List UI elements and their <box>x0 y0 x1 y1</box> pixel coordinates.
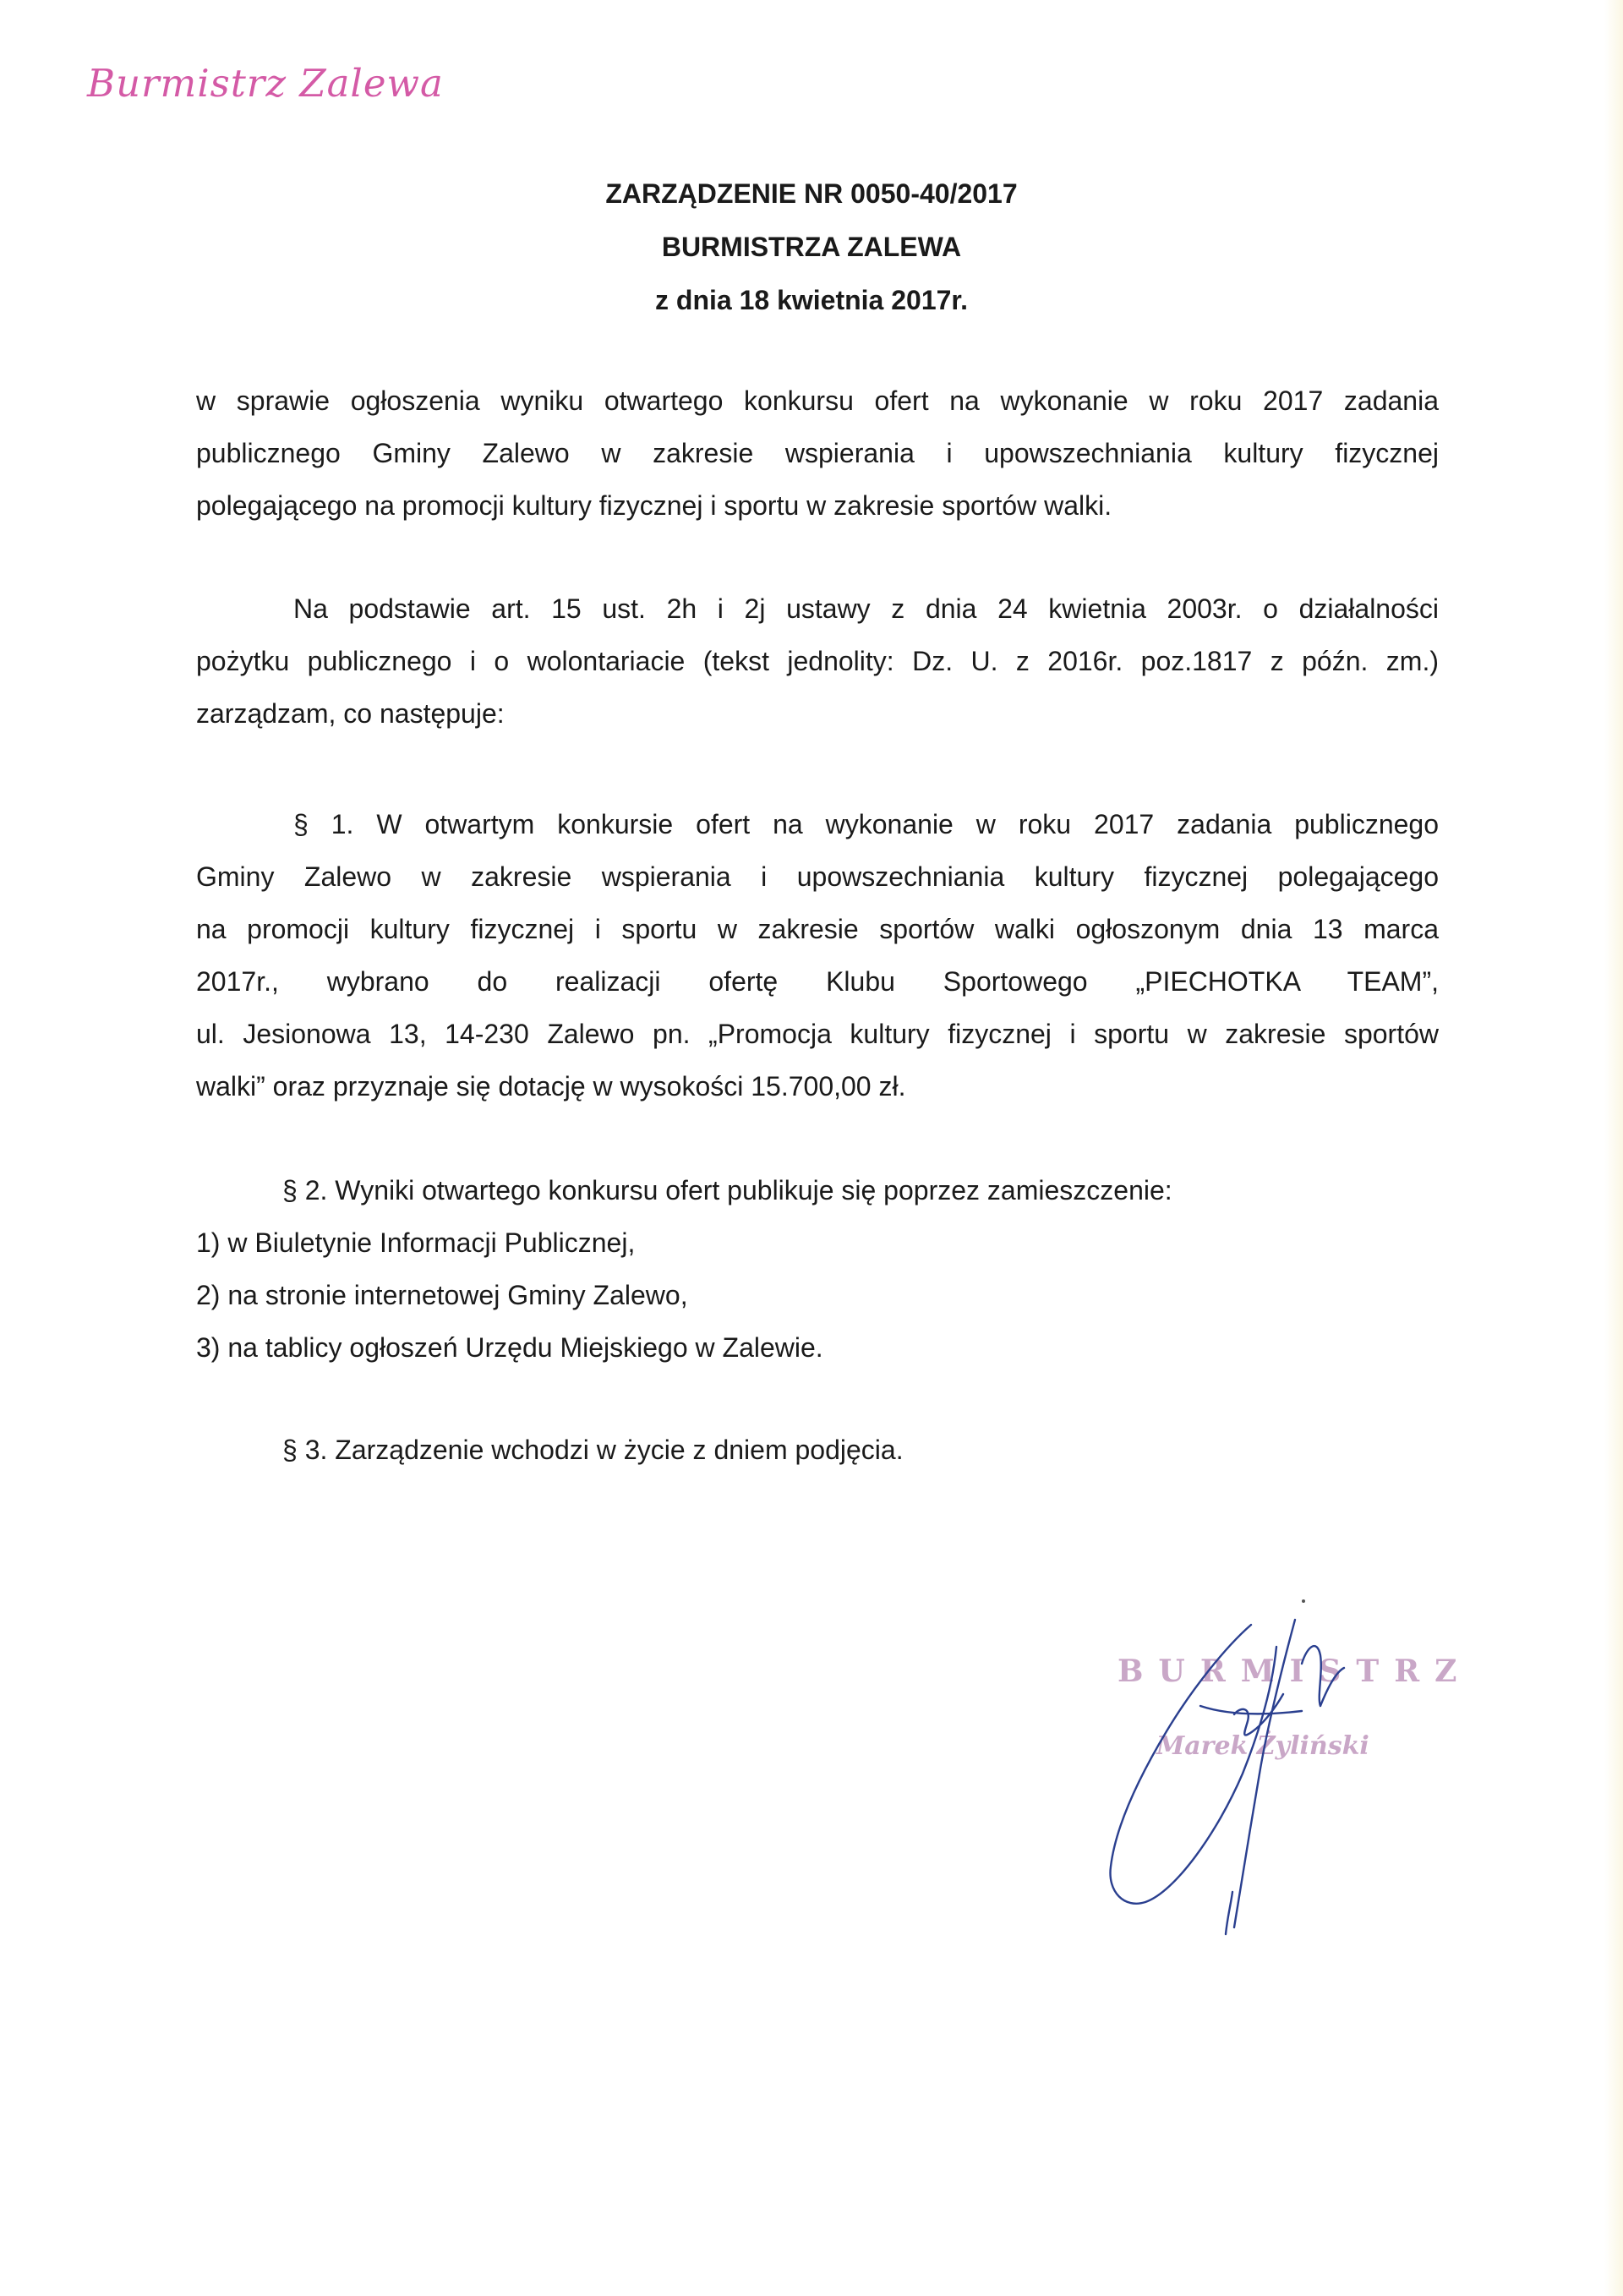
ink-dot <box>1302 1599 1305 1603</box>
subject-line: w sprawie ogłoszenia wyniku otwartego konkursu ofert na wykonanie w roku 2017 zadania <box>196 385 1439 416</box>
section-2-item: 3) na tablicy ogłoszeń Urzędu Miejskiego w Zalewie. <box>196 1332 823 1363</box>
section-1-line: § 1. W otwartym konkursie ofert na wykonanie w roku 2017 zadania publicznego <box>293 809 1439 839</box>
letterhead: Burmistrz Zalewa <box>87 61 444 106</box>
section-1-line: na promocji kultury fizycznej i sportu w zakresie sportów walki ogłoszonym dnia 13 marca <box>196 914 1439 944</box>
section-2-intro: § 2. Wyniki otwartego konkursu ofert publikuje się poprzez zamieszczenie: <box>282 1175 1172 1205</box>
basis-line: Na podstawie art. 15 ust. 2h i 2j ustawy z dnia 24 kwietnia 2003r. o działalności <box>293 593 1439 624</box>
section-2-item: 2) na stronie internetowej Gminy Zalewo, <box>196 1280 688 1310</box>
legal-basis-paragraph <box>196 582 1439 740</box>
section-2-paragraph <box>196 1164 1439 1374</box>
heading-date: z dnia 18 kwietnia 2017r. <box>655 285 968 315</box>
document-heading <box>0 167 1623 327</box>
section-3-line: § 3. Zarządzenie wchodzi w życie z dniem podjęcia. <box>282 1435 904 1465</box>
subject-paragraph <box>196 374 1439 532</box>
section-1-line: ul. Jesionowa 13, 14-230 Zalewo pn. „Promocja kultury fizycznej i sportu w zakresie sportów <box>196 1019 1439 1049</box>
section-3-paragraph <box>196 1424 1439 1476</box>
official-stamp <box>1099 1613 1488 1951</box>
basis-line: zarządzam, co następuje: <box>196 698 505 729</box>
section-1-line: walki” oraz przyznaje się dotację w wysokości 15.700,00 zł. <box>196 1071 906 1102</box>
subject-line: publicznego Gminy Zalewo w zakresie wspierania i upowszechniania kultury fizycznej <box>196 438 1439 468</box>
section-2-item: 1) w Biuletynie Informacji Publicznej, <box>196 1227 636 1258</box>
basis-line: pożytku publicznego i o wolontariacie (tekst jednolity: Dz. U. z 2016r. poz.1817 z późn. zm.) <box>196 646 1439 676</box>
section-1-paragraph <box>196 798 1439 1112</box>
stamp-name: Marek Żyliński <box>1156 1731 1369 1761</box>
subject-line: polegającego na promocji kultury fizycznej i sportu w zakresie sportów walki. <box>196 490 1112 521</box>
heading-title: ZARZĄDZENIE NR 0050-40/2017 <box>605 178 1018 209</box>
section-1-line: Gminy Zalewo w zakresie wspierania i upowszechniania kultury fizycznej polegającego <box>196 861 1439 892</box>
stamp-title: BURMISTRZ <box>1118 1654 1473 1689</box>
section-1-line: 2017r., wybrano do realizacji ofertę Klubu Sportowego „PIECHOTKA TEAM”, <box>196 966 1439 997</box>
signature-drawing <box>1099 1613 1488 1951</box>
heading-issuer: BURMISTRZA ZALEWA <box>661 232 962 262</box>
scan-edge <box>1604 0 1623 2296</box>
